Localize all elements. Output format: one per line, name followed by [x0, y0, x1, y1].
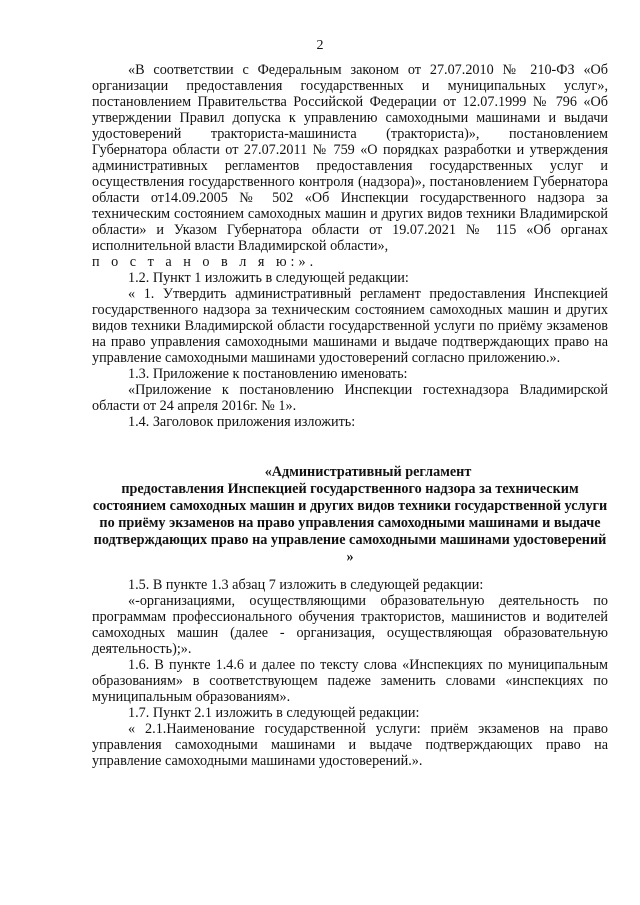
clause-1-4: 1.4. Заголовок приложения изложить: — [128, 414, 356, 430]
clause-1-7-text: « 2.1.Наименование государственной услуги: приём экзаменов на право управления самоходными машинами и выдаче подтверждающих право на управление самоходными машинами удостоверений.». — [92, 721, 608, 769]
regulation-title-body: предоставления Инспекцией государственного надзора за техническим состоянием самоходных машин и других видов техники государственной услуги по приёму экзаменов на право управления самоходными машинами и выдаче подтверждающих право на управление самоходными машинами удостоверений » — [92, 481, 608, 565]
clause-1-2: 1.2. Пункт 1 изложить в следующей редакции: — [128, 270, 409, 286]
page-number: 2 — [316, 38, 324, 53]
document-body — [92, 62, 608, 769]
clause-1-3: 1.3. Приложение к постановлению именовать: — [128, 366, 408, 382]
clause-1-3-text: «Приложение к постановлению Инспекции гостехнадзора Владимирской области от 24 апреля 2016г. № 1». — [92, 382, 608, 414]
clause-1-2-text: « 1. Утвердить административный регламент предоставления Инспекцией государственного надзора за техническим состоянием самоходных машин и других видов техники Владимирской области государственной услуги по приёму экзаменов на право управления самоходными машинами и выдаче подтверждающих право на управление самоходными машинами удостоверений согласно приложению.». — [92, 286, 608, 366]
clause-1-5: 1.5. В пункте 1.3 абзац 7 изложить в следующей редакции: — [128, 577, 484, 593]
regulation-title-heading: «Административный регламент — [264, 464, 472, 480]
clause-1-5-text: «-организациями, осуществляющими образовательную деятельность по программам профессионального обучения трактористов, машинистов и водителей самоходных машин (далее - организация, осуществляющая образовательную деятельность);». — [92, 593, 608, 657]
resolution-word: п о с т а н о в л я ю:». — [92, 254, 318, 270]
clause-1-6: 1.6. В пункте 1.4.6 и далее по тексту слова «Инспекциях по муниципальным образованиям» в соответствующем падеже заменить словами «инспекциях по муниципальным образованиям». — [92, 657, 608, 705]
preamble-paragraph: «В соответствии с Федеральным законом от 27.07.2010 № 210-ФЗ «Об организации предоставления государственных и муниципальных услуг», постановлением Правительства Российской Федерации от 12.07.1999 № 796 «Об утверждении Правил допуска к управлению самоходными машинами и выдачи удостоверений тракториста-машиниста (тракториста)», постановлением Губернатора области от 27.07.2011 № 759 «О порядках разработки и утверждения административных регламентов предоставления государственных услуг и осуществления государственного контроля (надзора)», постановлением Губернатора области от14.09.2005 № 502 «Об Инспекции государственного надзора за техническим состоянием самоходных машин и других видов техники Владимирской области» и Указом Губернатора области от 19.07.2021 № 115 «Об органах исполнительной власти Владимирской области», — [92, 62, 608, 254]
clause-1-7: 1.7. Пункт 2.1 изложить в следующей редакции: — [128, 705, 420, 721]
